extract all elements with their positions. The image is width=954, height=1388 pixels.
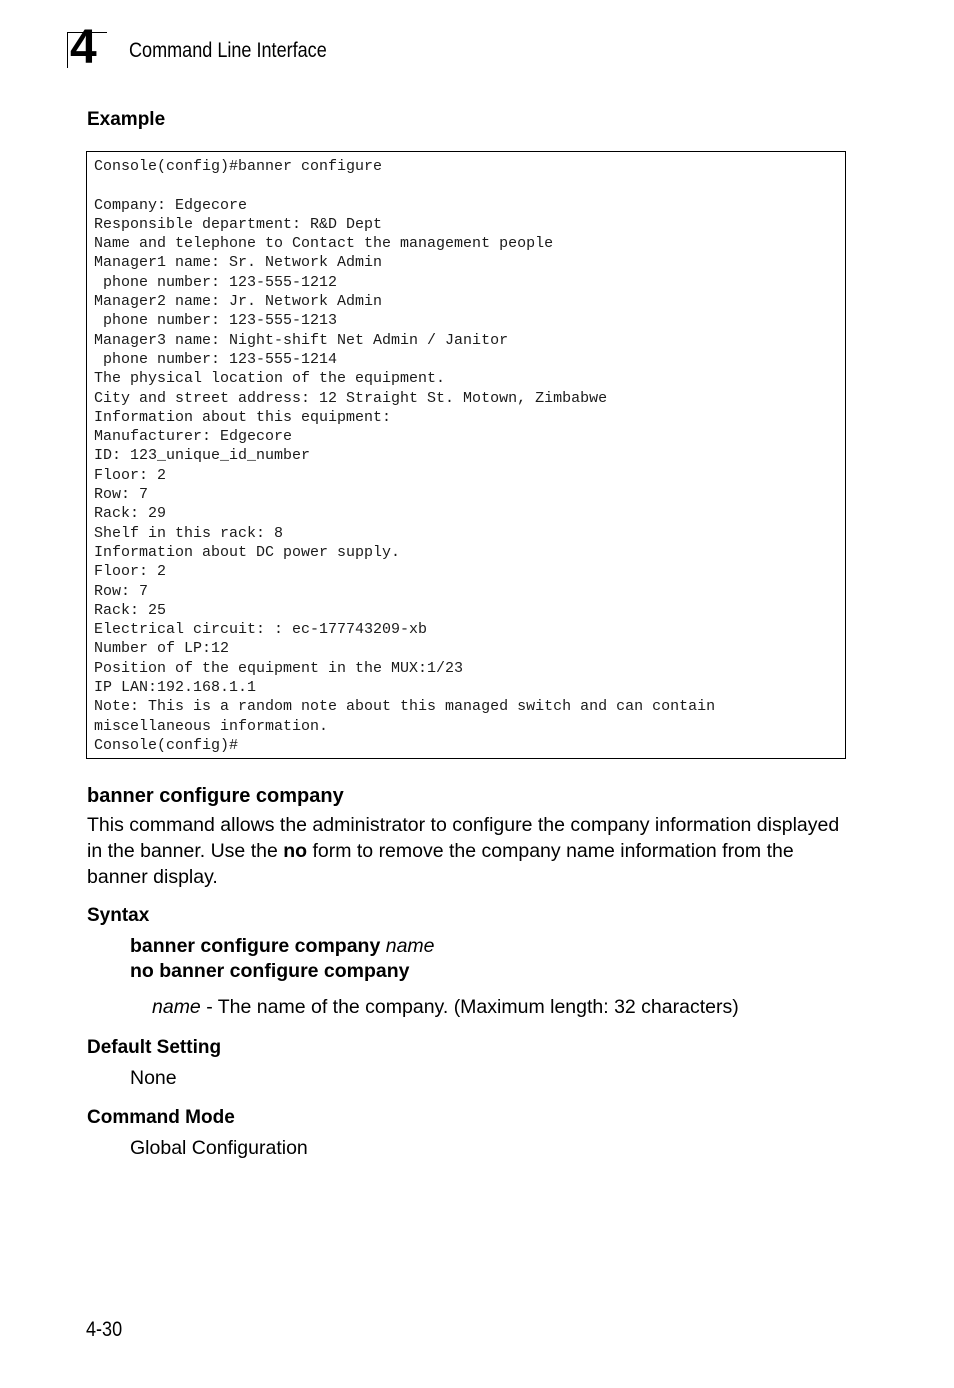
- code-line: Manager2 name: Jr. Network Admin: [94, 293, 383, 311]
- code-line: Note: This is a random note about this managed switch and can contain: [94, 698, 716, 716]
- syntax-command-2: no banner configure company: [130, 960, 410, 982]
- code-line: ID: 123_unique_id_number: [94, 447, 311, 465]
- parameter-name: name: [152, 996, 201, 1018]
- description-text-end: form to remove the company name information from the banner display.: [87, 840, 794, 888]
- default-setting-heading: Default Setting: [87, 1037, 222, 1058]
- code-line: Number of LP:12: [94, 640, 230, 658]
- code-line: Manager1 name: Sr. Network Admin: [94, 254, 383, 272]
- example-heading: Example: [87, 109, 166, 130]
- code-line: Row: 7: [94, 582, 149, 600]
- section-title: banner configure company: [87, 785, 344, 807]
- parameter-text: - The name of the company. (Maximum length: 32 characters): [200, 996, 739, 1018]
- code-line: Information about this equipment:: [94, 408, 392, 426]
- code-example-box: [86, 151, 846, 759]
- code-line: Console(config)#: [94, 736, 239, 754]
- syntax-heading: Syntax: [87, 905, 150, 926]
- code-line: Information about DC power supply.: [94, 543, 401, 561]
- code-line: Shelf in this rack: 8: [94, 524, 284, 542]
- chapter-number: 4: [70, 21, 97, 74]
- code-line: IP LAN:192.168.1.1: [94, 679, 257, 697]
- syntax-line-1: [130, 934, 435, 959]
- syntax-command-1: banner configure company: [130, 935, 381, 957]
- section-description: [87, 812, 857, 890]
- command-mode-heading: Command Mode: [87, 1107, 235, 1128]
- code-line: Manufacturer: Edgecore: [94, 428, 293, 446]
- description-text-start: This command allows the administrator to configure the company information displayed in the banner. Use the: [87, 814, 840, 862]
- description-bold-keyword: no: [283, 840, 308, 862]
- code-line: Name and telephone to Contact the management people: [94, 235, 554, 253]
- header-title: Command Line Interface: [129, 39, 327, 62]
- syntax-line-2: [130, 959, 410, 984]
- code-line: [94, 176, 838, 195]
- code-line: Responsible department: R&D Dept: [94, 215, 383, 233]
- code-line: Manager3 name: Night-shift Net Admin / Janitor: [94, 331, 509, 349]
- code-line: phone number: 123-555-1213: [94, 312, 338, 330]
- page-number: 4-30: [86, 1318, 123, 1341]
- default-setting-value: None: [130, 1067, 177, 1089]
- code-line: Rack: 29: [94, 505, 167, 523]
- code-line: Console(config)#banner configure: [94, 158, 383, 175]
- code-line: Position of the equipment in the MUX:1/23: [94, 659, 464, 677]
- code-line: Floor: 2: [94, 466, 167, 484]
- code-line: miscellaneous information.: [94, 717, 329, 735]
- code-line: phone number: 123-555-1214: [94, 350, 338, 368]
- code-line: City and street address: 12 Straight St. Motown, Zimbabwe: [94, 389, 608, 407]
- code-line: Rack: 25: [94, 601, 167, 619]
- code-line: Row: 7: [94, 486, 149, 504]
- code-line: Floor: 2: [94, 563, 167, 581]
- parameter-description: [152, 995, 739, 1020]
- code-line: phone number: 123-555-1212: [94, 273, 338, 291]
- code-line: Electrical circuit: : ec-177743209-xb: [94, 621, 428, 639]
- code-line: Company: Edgecore: [94, 196, 248, 214]
- syntax-argument-1: name: [385, 935, 435, 957]
- command-mode-value: Global Configuration: [130, 1137, 308, 1159]
- code-line: The physical location of the equipment.: [94, 370, 446, 388]
